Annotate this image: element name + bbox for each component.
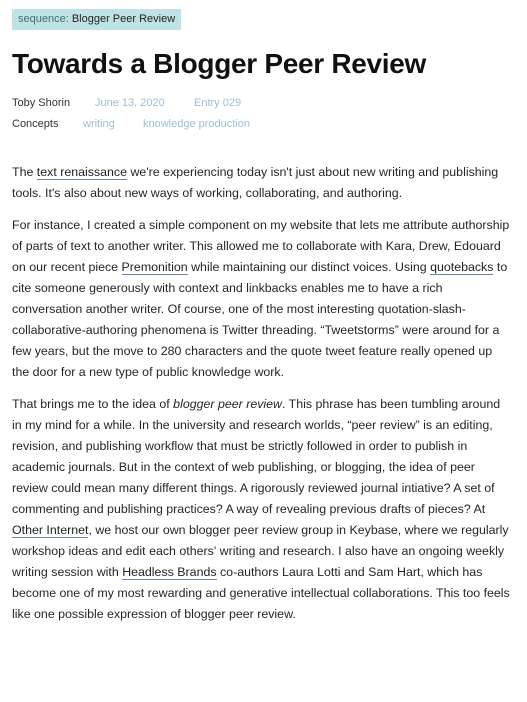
entry-number: Entry 029 <box>194 96 242 109</box>
article-meta <box>12 92 512 134</box>
link-headless-brands[interactable]: Headless Brands <box>122 565 217 579</box>
page-title: Towards a Blogger Peer Review <box>12 48 427 79</box>
sequence-name: Blogger Peer Review <box>71 13 176 25</box>
publish-date: June 13, 2020 <box>95 96 165 109</box>
sequence-prefix: sequence: <box>18 13 72 25</box>
p3-text-a: That brings me to the idea of <box>12 397 174 411</box>
paragraph-3 <box>12 394 512 625</box>
sequence-badge[interactable] <box>12 9 181 30</box>
article <box>12 9 512 636</box>
p3-emphasis: blogger peer review <box>173 397 282 411</box>
meta-row-byline <box>12 92 512 113</box>
paragraph-1 <box>12 162 512 204</box>
meta-row-tags <box>12 113 512 134</box>
paragraph-2 <box>12 215 512 383</box>
link-quotebacks[interactable]: quotebacks <box>430 260 494 274</box>
link-premonition[interactable]: Premonition <box>121 260 188 274</box>
p2-text-a: For instance, I created a simple component on my website that lets me attribute authorship of parts of text to another writer. This allowed me to collaborate with Kara, Drew, Edouard on our recent piece <box>12 218 510 274</box>
author[interactable]: Toby Shorin <box>12 96 71 109</box>
category[interactable]: Concepts <box>12 117 59 130</box>
p3-text-c: , we host our own blogger peer review group in Keybase, where we regularly workshop ideas and edit each others' writing and research. I also have an ongoing weekly writing session with <box>12 523 509 579</box>
p1-text-a: The <box>12 165 37 179</box>
p2-text-b: while maintaining our distinct voices. Using <box>187 260 431 274</box>
p3-text-b: . This phrase has been tumbling around in my mind for a while. In the university and research worlds, “peer review” is an editing, revision, and publishing workflow that must be strictly followed in order to publish in academic journals. But in the context of web publishing, or blogging, the idea of peer review could mean many different things. A rigorously reviewed journal intiative? A set of commenting and publishing practices? A way of revealing previous drafts of pieces? At <box>12 397 501 516</box>
tag-writing[interactable]: writing <box>83 117 115 130</box>
p2-text-c: to cite someone generously with context and linkbacks enables me to have a rich conversation another writer. Of course, one of the most interesting quotation-slash-collaborative-authoring phenomena is Twitter threading. “Tweetstorms” were around for a few years, but the move to 280 characters and the quote tweet feature really opened up the door for a new type of public knowledge work. <box>12 260 508 379</box>
p1-text-b: we're experiencing today isn't just about new writing and publishing tools. It's also about new ways of working, collaborating, and authoring. <box>12 165 499 200</box>
link-other-internet[interactable]: Other Internet <box>12 523 89 537</box>
tag-knowledge-production[interactable]: knowledge production <box>143 117 251 130</box>
link-text-renaissance[interactable]: text renaissance <box>36 165 128 179</box>
article-body <box>12 162 512 625</box>
p3-text-d: co-authors Laura Lotti and Sam Hart, which has become one of my most rewarding and generative intellectual collaborations. This too feels like one possible expression of blogger peer review. <box>12 565 510 621</box>
